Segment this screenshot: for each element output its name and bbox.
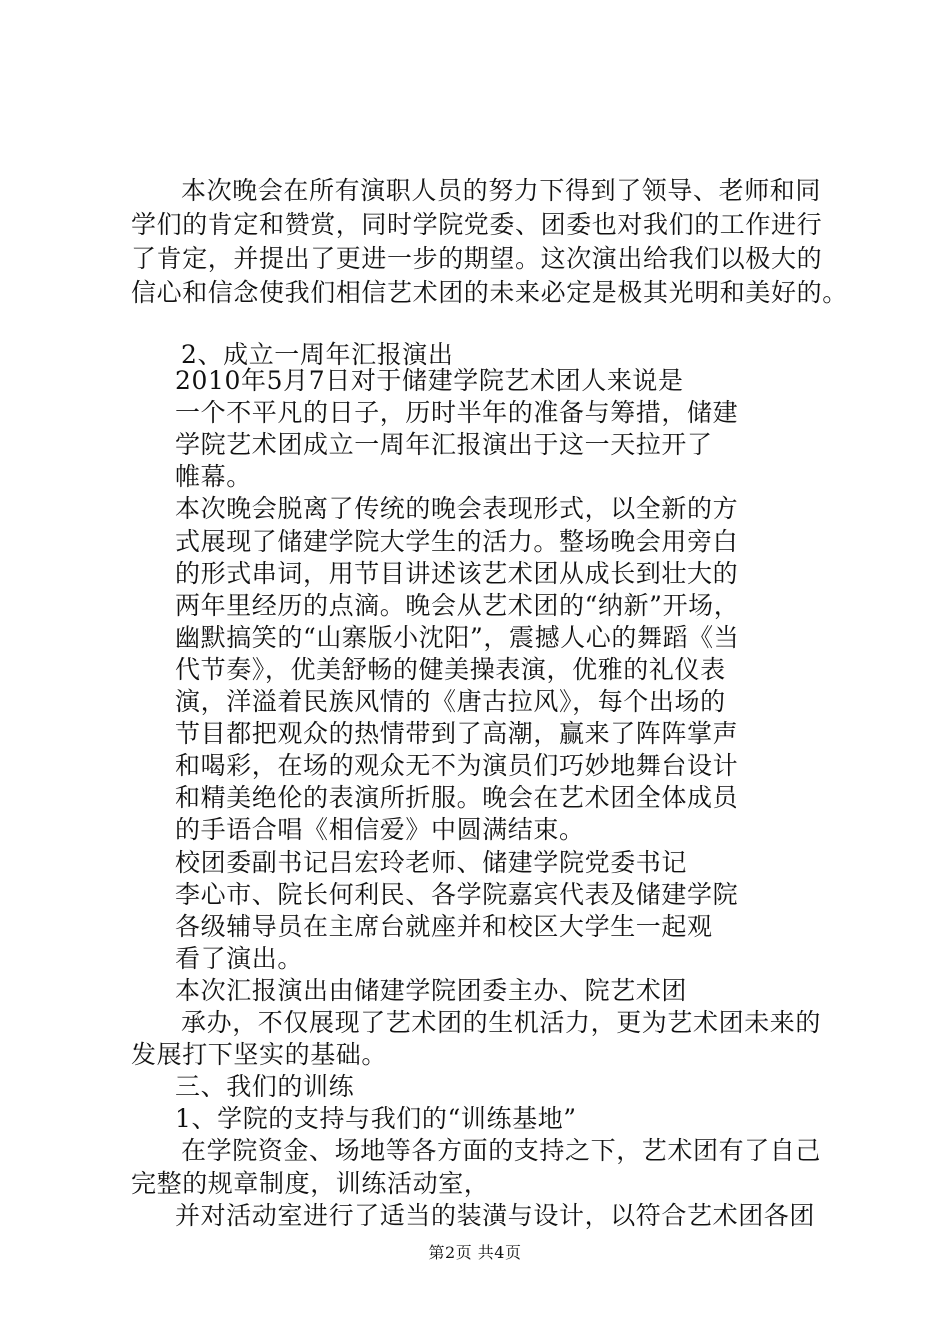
text-line: 李心市、院长何利民、各学院嘉宾代表及储建学院	[175, 880, 739, 909]
text-line: 式展现了储建学院大学生的活力。整场晚会用旁白	[175, 527, 739, 556]
section-heading: 2、成立一周年汇报演出	[181, 340, 454, 369]
text-line: 学们的肯定和赞赏，同时学院党委、团委也对我们的工作进行	[131, 210, 823, 239]
text-line: 2010年5月7日对于储建学院艺术团人来说是	[175, 366, 684, 395]
text-line: 的手语合唱《相信爱》中圆满结束。	[175, 815, 585, 844]
text-line: 和精美绝伦的表演所折服。晚会在艺术团全体成员	[175, 783, 739, 812]
text-line: 和喝彩，在场的观众无不为演员们巧妙地舞台设计	[175, 751, 739, 780]
text-line: 一个不平凡的日子，历时半年的准备与筹措，储建	[175, 398, 739, 427]
page-number-footer: 第2页 共4页	[428, 1243, 522, 1262]
text-line: 并对活动室进行了适当的装潢与设计，以符合艺术团各团	[175, 1201, 816, 1230]
text-line: 承办，不仅展现了艺术团的生机活力，更为艺术团未来的	[181, 1008, 822, 1037]
text-line: 信心和信念使我们相信艺术团的未来必定是极其光明和美好的。	[131, 278, 848, 307]
text-line: 本次晚会脱离了传统的晚会表现形式，以全新的方	[175, 494, 739, 523]
text-line: 看了演出。	[175, 944, 304, 973]
text-line: 演，洋溢着民族风情的《唐古拉风》，每个出场的	[175, 687, 726, 716]
text-line: 校团委副书记吕宏玲老师、储建学院党委书记	[175, 848, 688, 877]
section-heading: 三、我们的训练	[175, 1072, 355, 1101]
text-line: 了肯定，并提出了更进一步的期望。这次演出给我们以极大的	[131, 244, 823, 273]
text-line: 的形式串词，用节目讲述该艺术团从成长到壮大的	[175, 559, 739, 588]
text-line: 本次汇报演出由储建学院团委主办、院艺术团	[175, 976, 688, 1005]
text-line: 节目都把观众的热情带到了高潮，赢来了阵阵掌声	[175, 719, 739, 748]
text-line: 帷幕。	[175, 462, 252, 491]
text-line: 各级辅导员在主席台就座并和校区大学生一起观	[175, 912, 713, 941]
text-line: 本次晚会在所有演职人员的努力下得到了领导、老师和同	[181, 176, 822, 205]
text-line: 幽默搞笑的“山寨版小沈阳”，震撼人心的舞蹈《当	[175, 623, 740, 652]
text-line: 代节奏》，优美舒畅的健美操表演，优雅的礼仪表	[175, 655, 726, 684]
subsection-heading: 1、学院的支持与我们的“训练基地”	[175, 1104, 577, 1133]
text-line: 两年里经历的点滴。晚会从艺术团的“纳新”开场，	[175, 591, 740, 620]
text-line: 在学院资金、场地等各方面的支持之下，艺术团有了自己	[181, 1136, 822, 1165]
text-line: 完整的规章制度，训练活动室，	[131, 1169, 490, 1198]
text-line: 学院艺术团成立一周年汇报演出于这一天拉开了	[175, 430, 713, 459]
text-line: 发展打下坚实的基础。	[131, 1040, 388, 1069]
